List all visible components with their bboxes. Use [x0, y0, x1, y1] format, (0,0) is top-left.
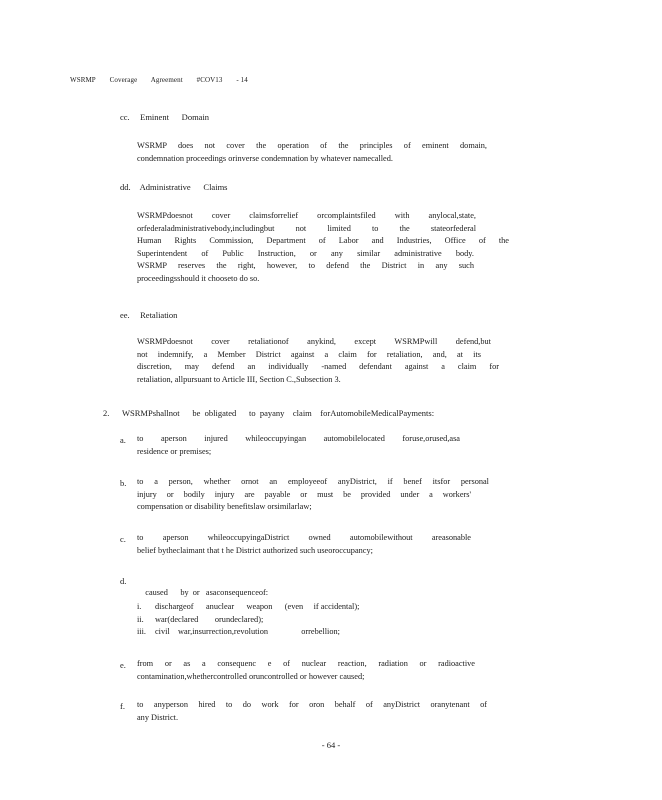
- paragraph-line: WSRMPdoesnot cover retaliationof anykind, except WSRMPwill defend,but: [137, 337, 491, 346]
- paragraph-line: to aperson whileoccupyingaDistrict owned automobilewithout areasonable: [137, 533, 471, 542]
- header-doc: Coverage: [109, 76, 138, 84]
- item-label-d: d.: [120, 576, 127, 586]
- page-number: - 64 -: [321, 740, 341, 750]
- item-label-a: a.: [120, 435, 126, 445]
- paragraph-line: from or as a consequenc e of nuclear reaction, radiation or radioactive: [137, 659, 475, 668]
- paragraph-line: Superintendent of Public Instruction, or any similar administrative body.: [137, 248, 474, 258]
- paragraph-dd: [137, 210, 509, 285]
- header-suffix: - 14: [236, 76, 248, 84]
- paragraph-line: condemnation proceedings orinverse condemnation by whatever namecalled.: [137, 153, 393, 163]
- section-heading-dd: [120, 182, 227, 192]
- section-heading-ee: [120, 310, 177, 320]
- paragraph-line: WSRMP does not cover the operation of the principles of eminent domain,: [137, 141, 487, 150]
- paragraph-f: [137, 699, 487, 724]
- paragraph-line: injury or bodily injury are payable or must be provided under a workers': [137, 489, 471, 499]
- item-label-e: e.: [120, 660, 126, 670]
- section-label: dd.: [120, 182, 131, 192]
- paragraph-line: orfederaladministrativebody,includingbut not limited to the stateorfederal: [137, 223, 476, 233]
- paragraph-line: any District.: [137, 712, 179, 722]
- section-label: ee.: [120, 310, 130, 320]
- sub-item-label: iii.: [137, 627, 146, 636]
- paragraph-cc: [137, 140, 487, 165]
- item-number: 2.: [103, 408, 110, 418]
- paragraph-line: to a person, whether ornot an employeeof anyDistrict, if benef itsfor personal: [137, 477, 489, 486]
- section-heading-cc: [120, 112, 209, 122]
- section-title: Retaliation: [140, 310, 178, 320]
- sub-list-item: [137, 626, 359, 639]
- paragraph-c: [137, 532, 471, 557]
- sublist-d: [137, 601, 359, 639]
- item-label-b: b.: [120, 478, 127, 488]
- section-title: Administrative Claims: [139, 182, 228, 192]
- paragraph-line: contamination,whethercontrolled oruncontrolled or however caused;: [137, 671, 365, 681]
- paragraph-line: WSRMP reserves the right, however, to defend the District in any such: [137, 261, 474, 270]
- section-title: Eminent Domain: [140, 112, 210, 122]
- running-header: [70, 76, 260, 84]
- paragraph-a: [137, 433, 460, 458]
- sub-item-label: ii.: [137, 614, 144, 624]
- paragraph-ee: [137, 336, 499, 386]
- paragraph-line: residence or premises;: [137, 446, 212, 456]
- paragraph-line: discretion, may defend an individually -named defendant against a claim for: [137, 362, 499, 371]
- header-code: #COV13: [196, 76, 223, 84]
- paragraph-line: retaliation, allpursuant to Article III, Section C.,Subsection 3.: [137, 374, 341, 384]
- paragraph-line: Human Rights Commission, Department of Labor and Industries, Office of the: [137, 236, 509, 245]
- paragraph-line: WSRMPdoesnot cover claimsforrelief orcomplaintsfiled with anylocal,state,: [137, 211, 476, 220]
- sub-list-item: [137, 601, 359, 614]
- paragraph-line: not indemnify, a Member District against a claim for retaliation, and, at its: [137, 349, 481, 359]
- sub-item-text: dischargeof anuclear weapon (even if accidental);: [155, 602, 360, 611]
- paragraph-line: proceedingsshould it chooseto do so.: [137, 273, 260, 283]
- header-type: Agreement: [150, 76, 183, 84]
- paragraph-line: belief bytheclaimant that t he District authorized such useoroccupancy;: [137, 545, 373, 555]
- paragraph-line: to aperson injured whileoccupyingan automobilelocated foruse,orused,asa: [137, 434, 460, 443]
- item-label-c: c.: [120, 534, 126, 544]
- paragraph-e: [137, 658, 475, 683]
- sub-item-label: i.: [137, 602, 142, 611]
- sub-item-text: war(declared orundeclared);: [155, 614, 264, 624]
- numbered-item-2: [103, 408, 434, 418]
- sub-list-item: [137, 614, 359, 627]
- paragraph-line: to anyperson hired to do work for oron behalf of anyDistrict oranytenant of: [137, 700, 487, 709]
- item-label-f: f.: [120, 701, 125, 711]
- item-text: caused by or asaconsequenceof:: [145, 587, 269, 597]
- section-label: cc.: [120, 112, 130, 122]
- sub-item-text: civil war,insurrection,revolution orrebellion;: [155, 627, 340, 636]
- paragraph-b: [137, 476, 489, 514]
- header-org: WSRMP: [70, 76, 96, 84]
- paragraph-line: compensation or disability benefitslaw orsimilarlaw;: [137, 502, 312, 511]
- item-text: WSRMPshallnot be obligated to payany claim forAutomobileMedicalPayments:: [121, 408, 435, 418]
